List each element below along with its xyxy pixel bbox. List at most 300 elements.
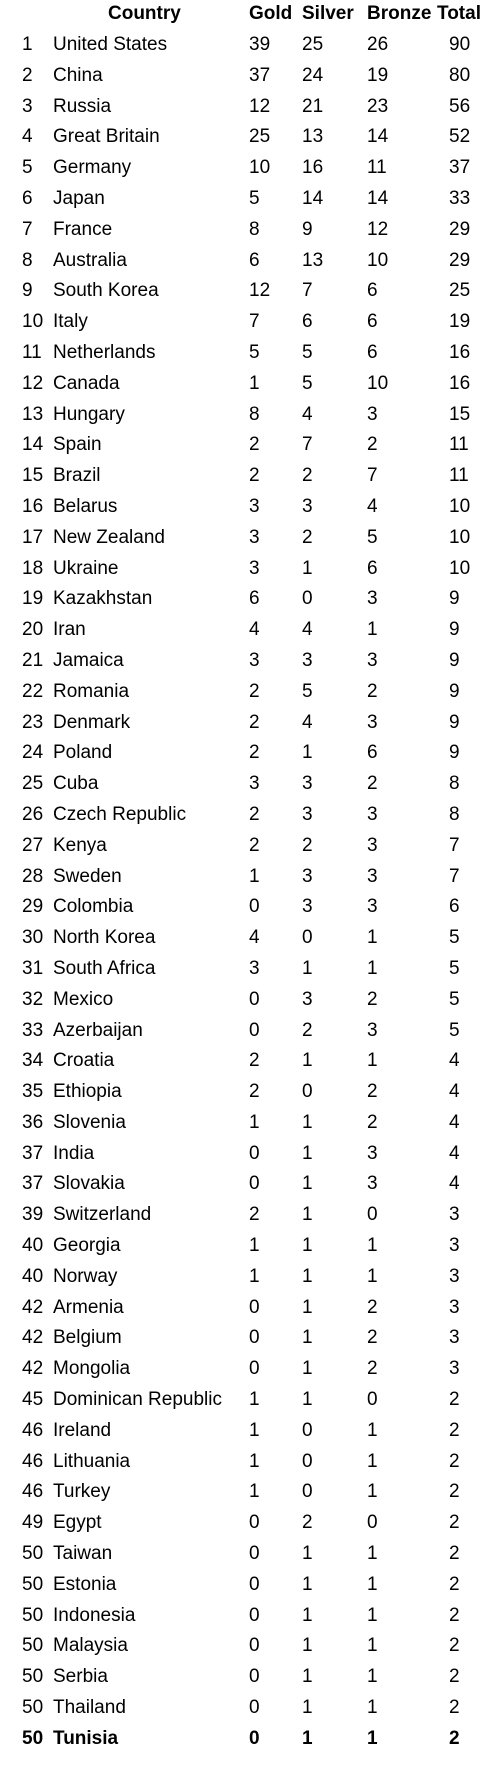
cell-silver: 7: [302, 434, 313, 456]
cell-gold: 2: [249, 803, 260, 825]
cell-country: Dominican Republic: [53, 1389, 222, 1411]
cell-silver: 1: [302, 1389, 313, 1411]
cell-rank: 29: [22, 896, 44, 918]
cell-gold: 2: [249, 434, 260, 456]
cell-total: 9: [449, 711, 460, 733]
cell-bronze: 1: [367, 1481, 378, 1503]
cell-silver: 3: [302, 495, 313, 517]
table-row: [0, 1693, 500, 1724]
cell-bronze: 0: [367, 1512, 378, 1534]
cell-total: 8: [449, 773, 460, 795]
cell-gold: 25: [249, 126, 271, 148]
cell-gold: 1: [249, 1111, 260, 1133]
cell-gold: 0: [249, 1512, 260, 1534]
cell-bronze: 6: [367, 557, 378, 579]
cell-total: 11: [449, 465, 469, 487]
cell-total: 4: [449, 1081, 460, 1103]
cell-silver: 0: [302, 1419, 313, 1441]
table-row: [0, 492, 500, 523]
cell-silver: 21: [302, 95, 324, 117]
cell-bronze: 6: [367, 742, 378, 764]
table-row: [0, 1477, 500, 1508]
table-row: [0, 1724, 500, 1755]
cell-gold: 0: [249, 1635, 260, 1657]
cell-silver: 2: [302, 1512, 313, 1534]
cell-rank: 26: [22, 803, 44, 825]
cell-gold: 1: [249, 1450, 260, 1472]
table-row: [0, 1016, 500, 1047]
cell-country: Germany: [53, 157, 132, 179]
cell-total: 2: [449, 1512, 460, 1534]
cell-country: Great Britain: [53, 126, 160, 148]
cell-total: 3: [449, 1265, 460, 1287]
table-row: [0, 677, 500, 708]
cell-gold: 0: [249, 1666, 260, 1688]
cell-country: United States: [53, 34, 168, 55]
cell-gold: 10: [249, 157, 271, 179]
table-row: [0, 985, 500, 1016]
table-row: [0, 1601, 500, 1632]
cell-gold: 2: [249, 1081, 260, 1103]
cell-silver: 9: [302, 218, 313, 240]
cell-gold: 0: [249, 1573, 260, 1595]
table-row: [0, 215, 500, 246]
cell-total: 2: [449, 1666, 460, 1688]
cell-bronze: 3: [367, 649, 378, 671]
cell-silver: 1: [302, 1666, 313, 1688]
cell-rank: 30: [22, 927, 44, 949]
cell-gold: 8: [249, 218, 260, 240]
table-row: [0, 1570, 500, 1601]
table-row: [0, 1139, 500, 1170]
table-row: [0, 92, 500, 123]
cell-gold: 3: [249, 773, 260, 795]
cell-country: Serbia: [53, 1666, 108, 1688]
cell-country: Slovenia: [53, 1111, 126, 1133]
cell-bronze: 2: [367, 1358, 378, 1380]
table-row: [0, 153, 500, 184]
cell-gold: 5: [249, 187, 260, 209]
cell-silver: 0: [302, 927, 313, 949]
cell-total: 2: [449, 1481, 460, 1503]
cell-total: 16: [449, 341, 471, 363]
table-row: [0, 923, 500, 954]
cell-rank: 10: [22, 311, 44, 333]
cell-bronze: 1: [367, 1543, 378, 1565]
cell-total: 56: [449, 95, 471, 117]
cell-country: Romania: [53, 680, 130, 702]
cell-country: Armenia: [53, 1296, 124, 1318]
cell-rank: 24: [22, 742, 44, 764]
cell-gold: 0: [249, 988, 260, 1010]
table-row: [0, 1293, 500, 1324]
cell-total: 7: [449, 865, 460, 887]
cell-total: 3: [449, 1296, 460, 1318]
cell-gold: 0: [249, 1543, 260, 1565]
cell-silver: 4: [302, 711, 313, 733]
cell-rank: 12: [22, 372, 44, 394]
cell-rank: 32: [22, 988, 44, 1010]
cell-gold: 1: [249, 372, 260, 394]
cell-bronze: 4: [367, 495, 378, 517]
cell-rank: 8: [22, 249, 33, 271]
cell-country: Indonesia: [53, 1604, 136, 1626]
cell-bronze: 2: [367, 988, 378, 1010]
cell-rank: 39: [22, 1204, 44, 1226]
cell-total: 9: [449, 588, 460, 610]
cell-silver: 1: [302, 1573, 313, 1595]
cell-bronze: 10: [367, 249, 389, 271]
cell-gold: 0: [249, 1697, 260, 1719]
table-row: [0, 1385, 500, 1416]
cell-bronze: 6: [367, 341, 378, 363]
cell-country: Switzerland: [53, 1204, 152, 1226]
cell-silver: 14: [302, 187, 324, 209]
cell-country: Slovakia: [53, 1173, 125, 1195]
table-row: [0, 584, 500, 615]
cell-rank: 6: [22, 187, 33, 209]
table-row: [0, 1416, 500, 1447]
cell-gold: 1: [249, 1481, 260, 1503]
cell-gold: 3: [249, 526, 260, 548]
table-row: [0, 646, 500, 677]
header-total: Total: [437, 3, 481, 24]
cell-gold: 1: [249, 865, 260, 887]
cell-total: 2: [449, 1543, 460, 1565]
cell-gold: 12: [249, 280, 271, 302]
cell-total: 9: [449, 680, 460, 702]
cell-bronze: 1: [367, 1265, 378, 1287]
cell-gold: 6: [249, 249, 260, 271]
cell-rank: 50: [22, 1635, 44, 1657]
cell-rank: 46: [22, 1481, 44, 1503]
cell-total: 4: [449, 1050, 460, 1072]
cell-silver: 5: [302, 372, 313, 394]
table-row: [0, 276, 500, 307]
cell-gold: 3: [249, 649, 260, 671]
cell-rank: 35: [22, 1081, 44, 1103]
cell-country: Georgia: [53, 1235, 121, 1257]
cell-total: 15: [449, 403, 471, 425]
cell-silver: 2: [302, 526, 313, 548]
cell-total: 10: [449, 557, 471, 579]
cell-bronze: 11: [367, 157, 387, 179]
cell-bronze: 6: [367, 280, 378, 302]
cell-bronze: 2: [367, 773, 378, 795]
table-row: [0, 708, 500, 739]
cell-total: 2: [449, 1573, 460, 1595]
cell-bronze: 1: [367, 619, 378, 641]
cell-bronze: 1: [367, 1727, 378, 1749]
cell-bronze: 26: [367, 34, 389, 55]
cell-rank: 13: [22, 403, 44, 425]
cell-rank: 18: [22, 557, 44, 579]
cell-country: Estonia: [53, 1573, 117, 1595]
cell-country: Cuba: [53, 773, 99, 795]
cell-bronze: 2: [367, 434, 378, 456]
cell-rank: 40: [22, 1265, 44, 1287]
cell-country: China: [53, 64, 103, 86]
cell-country: Egypt: [53, 1512, 102, 1534]
cell-silver: 7: [302, 280, 313, 302]
cell-silver: 3: [302, 988, 313, 1010]
cell-country: Thailand: [53, 1697, 126, 1719]
table-row: [0, 554, 500, 585]
cell-silver: 1: [302, 1265, 313, 1287]
table-row: [0, 1662, 500, 1693]
header-bronze: Bronze: [367, 3, 432, 24]
cell-total: 16: [449, 372, 471, 394]
cell-silver: 1: [302, 1142, 313, 1164]
table-row: [0, 461, 500, 492]
header-gold: Gold: [249, 3, 293, 24]
cell-silver: 3: [302, 865, 313, 887]
cell-total: 6: [449, 896, 460, 918]
table-row: [0, 338, 500, 369]
cell-bronze: 1: [367, 1604, 378, 1626]
cell-rank: 46: [22, 1419, 44, 1441]
cell-total: 37: [449, 157, 471, 179]
cell-gold: 2: [249, 711, 260, 733]
cell-country: Iran: [53, 619, 86, 641]
cell-total: 19: [449, 311, 471, 333]
cell-total: 4: [449, 1111, 460, 1133]
cell-country: Kenya: [53, 834, 107, 856]
cell-bronze: 3: [367, 1173, 378, 1195]
cell-bronze: 14: [367, 187, 389, 209]
cell-bronze: 12: [367, 218, 389, 240]
cell-gold: 37: [249, 64, 271, 86]
cell-gold: 1: [249, 1235, 260, 1257]
cell-rank: 37: [22, 1173, 44, 1195]
cell-country: Kazakhstan: [53, 588, 153, 610]
table-row: [0, 769, 500, 800]
cell-total: 52: [449, 126, 471, 148]
cell-rank: 42: [22, 1358, 44, 1380]
cell-bronze: 3: [367, 711, 378, 733]
cell-gold: 0: [249, 1358, 260, 1380]
cell-bronze: 3: [367, 865, 378, 887]
cell-silver: 3: [302, 803, 313, 825]
cell-gold: 8: [249, 403, 260, 425]
cell-rank: 2: [22, 64, 33, 86]
cell-bronze: 7: [367, 465, 378, 487]
table-row: [0, 307, 500, 338]
cell-rank: 50: [22, 1543, 44, 1565]
cell-silver: 2: [302, 834, 313, 856]
cell-bronze: 3: [367, 896, 378, 918]
cell-country: Mexico: [53, 988, 114, 1010]
table-row: [0, 1169, 500, 1200]
cell-total: 3: [449, 1235, 460, 1257]
cell-rank: 45: [22, 1389, 44, 1411]
table-row: [0, 1077, 500, 1108]
cell-country: Spain: [53, 434, 102, 456]
cell-silver: 1: [302, 1296, 313, 1318]
cell-gold: 0: [249, 1142, 260, 1164]
cell-country: North Korea: [53, 927, 156, 949]
cell-gold: 0: [249, 896, 260, 918]
cell-total: 4: [449, 1173, 460, 1195]
cell-silver: 3: [302, 649, 313, 671]
cell-silver: 24: [302, 64, 324, 86]
cell-rank: 9: [22, 280, 33, 302]
cell-bronze: 1: [367, 1697, 378, 1719]
cell-gold: 3: [249, 957, 260, 979]
cell-total: 4: [449, 1142, 460, 1164]
cell-bronze: 1: [367, 1450, 378, 1472]
cell-silver: 6: [302, 311, 313, 333]
cell-bronze: 3: [367, 1019, 378, 1041]
cell-silver: 3: [302, 896, 313, 918]
cell-country: Brazil: [53, 465, 101, 487]
cell-rank: 34: [22, 1050, 44, 1072]
table-row: [0, 1200, 500, 1231]
cell-bronze: 1: [367, 927, 378, 949]
cell-country: Netherlands: [53, 341, 156, 363]
cell-gold: 0: [249, 1327, 260, 1349]
cell-gold: 6: [249, 588, 260, 610]
cell-country: Sweden: [53, 865, 122, 887]
cell-silver: 1: [302, 957, 313, 979]
cell-country: Tunisia: [53, 1727, 119, 1749]
cell-country: Czech Republic: [53, 803, 187, 825]
cell-gold: 2: [249, 742, 260, 764]
cell-rank: 28: [22, 865, 44, 887]
cell-country: Russia: [53, 95, 112, 117]
table-row: [0, 615, 500, 646]
table-row: [0, 1262, 500, 1293]
cell-country: Italy: [53, 311, 88, 333]
cell-gold: 3: [249, 495, 260, 517]
cell-gold: 1: [249, 1389, 260, 1411]
cell-total: 3: [449, 1204, 460, 1226]
cell-gold: 0: [249, 1727, 260, 1749]
cell-bronze: 0: [367, 1204, 378, 1226]
cell-silver: 2: [302, 1019, 313, 1041]
cell-total: 2: [449, 1389, 460, 1411]
cell-gold: 4: [249, 619, 260, 641]
table-row: [0, 430, 500, 461]
cell-rank: 23: [22, 711, 44, 733]
cell-total: 33: [449, 187, 471, 209]
table-row: [0, 1447, 500, 1478]
cell-silver: 0: [302, 588, 313, 610]
cell-silver: 3: [302, 773, 313, 795]
cell-bronze: 1: [367, 957, 378, 979]
cell-country: Taiwan: [53, 1543, 113, 1565]
cell-silver: 0: [302, 1450, 313, 1472]
cell-total: 2: [449, 1604, 460, 1626]
cell-rank: 42: [22, 1327, 44, 1349]
cell-total: 25: [449, 280, 471, 302]
cell-gold: 2: [249, 834, 260, 856]
cell-total: 7: [449, 834, 460, 856]
cell-rank: 50: [22, 1697, 44, 1719]
cell-rank: 37: [22, 1142, 44, 1164]
table-row: [0, 30, 500, 61]
cell-bronze: 23: [367, 95, 389, 117]
cell-bronze: 0: [367, 1389, 378, 1411]
cell-rank: 36: [22, 1111, 44, 1133]
table-row: [0, 862, 500, 893]
cell-total: 8: [449, 803, 460, 825]
cell-total: 5: [449, 957, 460, 979]
cell-country: Belarus: [53, 495, 118, 517]
cell-gold: 3: [249, 557, 260, 579]
cell-silver: 2: [302, 465, 313, 487]
cell-rank: 14: [22, 434, 44, 456]
cell-country: Canada: [53, 372, 120, 394]
cell-gold: 1: [249, 1265, 260, 1287]
cell-gold: 2: [249, 465, 260, 487]
cell-country: Jamaica: [53, 649, 124, 671]
cell-rank: 49: [22, 1512, 44, 1534]
cell-rank: 20: [22, 619, 44, 641]
cell-total: 2: [449, 1419, 460, 1441]
table-header: [0, 0, 500, 30]
cell-total: 29: [449, 249, 471, 271]
cell-silver: 1: [302, 1204, 313, 1226]
cell-silver: 25: [302, 34, 324, 55]
cell-country: Ireland: [53, 1419, 112, 1441]
table-row: [0, 400, 500, 431]
cell-gold: 5: [249, 341, 260, 363]
cell-silver: 1: [302, 1543, 313, 1565]
cell-silver: 1: [302, 1050, 313, 1072]
cell-rank: 16: [22, 495, 44, 517]
cell-bronze: 3: [367, 1142, 378, 1164]
cell-rank: 4: [22, 126, 33, 148]
cell-bronze: 2: [367, 1296, 378, 1318]
cell-bronze: 3: [367, 834, 378, 856]
cell-country: Hungary: [53, 403, 125, 425]
cell-silver: 0: [302, 1481, 313, 1503]
cell-rank: 3: [22, 95, 33, 117]
cell-silver: 1: [302, 1358, 313, 1380]
cell-country: Ukraine: [53, 557, 119, 579]
cell-country: Poland: [53, 742, 113, 764]
cell-silver: 5: [302, 341, 313, 363]
table-row: [0, 61, 500, 92]
cell-gold: 0: [249, 1296, 260, 1318]
cell-rank: 15: [22, 465, 44, 487]
cell-silver: 1: [302, 1235, 313, 1257]
cell-total: 11: [449, 434, 469, 456]
cell-gold: 0: [249, 1604, 260, 1626]
cell-bronze: 10: [367, 372, 389, 394]
cell-bronze: 1: [367, 1635, 378, 1657]
cell-silver: 1: [302, 1635, 313, 1657]
cell-country: Lithuania: [53, 1450, 131, 1472]
cell-rank: 17: [22, 526, 44, 548]
cell-bronze: 5: [367, 526, 378, 548]
cell-rank: 25: [22, 773, 44, 795]
cell-bronze: 2: [367, 1081, 378, 1103]
cell-country: Australia: [53, 249, 127, 271]
cell-silver: 0: [302, 1081, 313, 1103]
cell-total: 5: [449, 988, 460, 1010]
table-row: [0, 246, 500, 277]
cell-total: 9: [449, 649, 460, 671]
cell-bronze: 1: [367, 1050, 378, 1072]
cell-rank: 50: [22, 1666, 44, 1688]
table-body: [0, 30, 500, 1755]
cell-bronze: 1: [367, 1419, 378, 1441]
cell-rank: 31: [22, 957, 44, 979]
table-row: [0, 800, 500, 831]
cell-bronze: 3: [367, 588, 378, 610]
